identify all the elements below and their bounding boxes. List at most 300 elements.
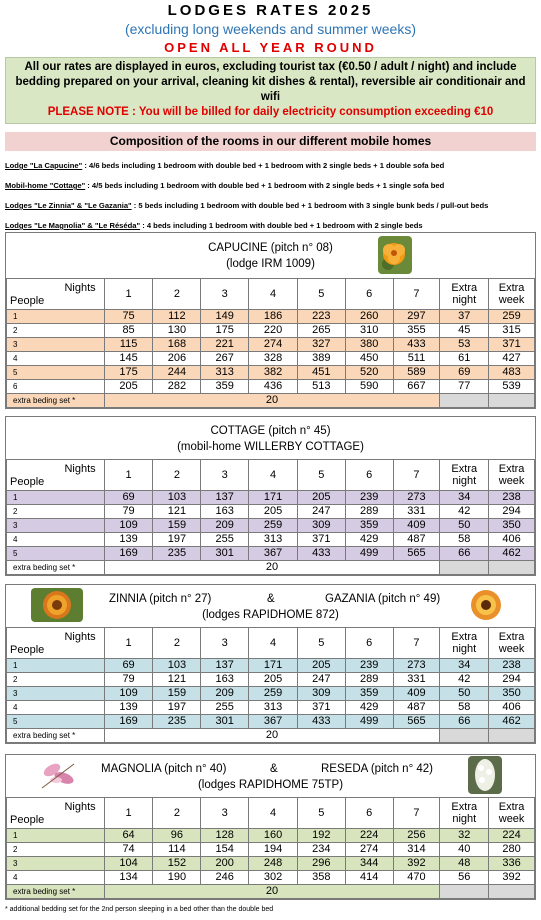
rate-cell: 487 [393,533,440,547]
people-count-cell: 4 [7,352,105,366]
rate-cell: 436 [249,380,298,394]
rate-cell: 56 [440,871,489,885]
rate-cell: 238 [489,491,535,505]
rate-cell: 350 [489,687,535,701]
rate-cell: 280 [489,843,535,857]
rate-cell: 206 [153,352,201,366]
nights-column-header: 6 [345,628,393,659]
nights-column-header: 1 [104,628,153,659]
nights-column-header: 4 [249,460,298,491]
rate-cell: 168 [153,338,201,352]
empty-grey-cell [489,394,535,408]
rate-cell: 314 [393,843,440,857]
rate-cell: 331 [393,505,440,519]
table-row [7,547,535,561]
footnote: * additional bedding set for the 2nd person sleeping in a bed other than the double bed [5,906,274,913]
nights-column-header: 4 [249,628,298,659]
composition-item-name: Lodge "La Capucine" [5,161,83,170]
nights-column-header: 3 [201,628,249,659]
block-title-amp: & [270,763,278,775]
extra-bedding-row [7,394,535,408]
people-count-cell: 2 [7,673,105,687]
block-title-right: GAZANIA (pitch n° 49) [325,593,441,605]
rate-cell: 483 [489,366,535,380]
rate-cell: 315 [489,324,535,338]
composition-item-desc: : 4/6 beds including 1 bedroom with double bed + 1 bedroom with 2 single beds + 1 double sofa bed [82,161,445,170]
rate-cell: 246 [201,871,249,885]
rate-cell: 267 [201,352,249,366]
extra-night-header: Extra night [440,460,489,491]
cottage-rates-block [5,416,536,576]
nights-column-header: 7 [393,628,440,659]
nights-column-header: 5 [297,279,345,310]
people-count-cell: 3 [7,519,105,533]
composition-item [5,176,536,196]
composition-item-desc: : 4 beds including 1 bedroom with double bed + 1 bedroom with 2 single beds [140,221,423,230]
block-title: COTTAGE (pitch n° 45) [210,425,331,437]
table-row [7,352,535,366]
page-subtitle: (excluding long weekends and summer weeks) [124,21,417,37]
people-count-cell: 3 [7,338,105,352]
rate-cell: 163 [201,673,249,687]
rate-cell: 149 [201,310,249,324]
reseda-flower-icon [468,756,502,794]
people-count-cell: 1 [7,310,105,324]
rate-cell: 32 [440,829,489,843]
rate-cell: 328 [249,352,298,366]
nights-column-header: 3 [201,279,249,310]
empty-grey-cell [440,394,489,408]
nights-people-header [7,279,105,310]
extra-bedding-label: extra beding set * [7,729,105,743]
rate-cell: 223 [297,310,345,324]
rate-cell: 296 [297,857,345,871]
rate-cell: 154 [201,843,249,857]
rate-cell: 50 [440,687,489,701]
table-header-row [7,798,535,829]
people-count-cell: 4 [7,533,105,547]
rate-cell: 77 [440,380,489,394]
rate-cell: 371 [489,338,535,352]
rate-cell: 539 [489,380,535,394]
nights-column-header: 2 [153,628,201,659]
people-count-cell: 4 [7,701,105,715]
rate-cell: 169 [104,715,153,729]
rate-cell: 235 [153,547,201,561]
rate-cell: 359 [345,687,393,701]
magnolia-reseda-rates-block [5,754,536,900]
table-row [7,533,535,547]
capucine-rates-block [5,232,536,409]
rate-cell: 265 [297,324,345,338]
rate-cell: 205 [297,659,345,673]
rate-cell: 289 [345,505,393,519]
table-row [7,310,535,324]
table-row [7,505,535,519]
rate-cell: 336 [489,857,535,871]
table-row [7,687,535,701]
table-header-row [7,460,535,491]
rate-cell: 190 [153,871,201,885]
rate-cell: 34 [440,491,489,505]
rate-cell: 58 [440,533,489,547]
empty-grey-cell [440,885,489,899]
nights-column-header: 5 [297,460,345,491]
rate-cell: 244 [153,366,201,380]
rate-cell: 42 [440,673,489,687]
people-count-cell: 2 [7,324,105,338]
rate-cell: 409 [393,687,440,701]
rate-cell: 520 [345,366,393,380]
extra-bedding-row [7,561,535,575]
rate-cell: 565 [393,547,440,561]
rate-cell: 359 [345,519,393,533]
nights-column-header: 1 [104,279,153,310]
rate-cell: 350 [489,519,535,533]
rate-cell: 260 [345,310,393,324]
rate-cell: 66 [440,715,489,729]
composition-item [5,156,536,176]
composition-item-desc: : 4/5 beds including 1 bedroom with double bed + 1 bedroom with 2 single beds + 1 single sofa bed [85,181,445,190]
rate-cell: 114 [153,843,201,857]
table-row [7,338,535,352]
composition-item-name: Lodges "Le Magnolia" & "Le Réséda" [5,221,141,230]
block-subtitle: (mobil-home WILLERBY COTTAGE) [177,441,364,453]
people-count-cell: 5 [7,547,105,561]
rate-cell: 367 [249,547,298,561]
zinnia-gazania-rates-block [5,584,536,744]
block-title-left: MAGNOLIA (pitch n° 40) [101,763,227,775]
rate-cell: 37 [440,310,489,324]
rate-cell: 450 [345,352,393,366]
empty-grey-cell [440,729,489,743]
nights-label: Nights [64,282,96,294]
rate-cell: 121 [153,505,201,519]
rate-cell: 61 [440,352,489,366]
rate-cell: 371 [297,701,345,715]
extra-night-header: Extra night [440,628,489,659]
rate-cell: 58 [440,701,489,715]
rate-cell: 175 [104,366,153,380]
rates-table [6,797,535,899]
rate-cell: 513 [297,380,345,394]
rate-cell: 359 [201,380,249,394]
rate-cell: 389 [297,352,345,366]
people-count-cell: 2 [7,505,105,519]
rate-cell: 301 [201,547,249,561]
extra-bedding-label: extra beding set * [7,885,105,899]
rate-cell: 192 [297,829,345,843]
block-title: CAPUCINE (pitch n° 08) [208,242,333,254]
rate-cell: 197 [153,533,201,547]
rate-cell: 209 [201,519,249,533]
info-box [5,57,536,124]
nights-column-header: 7 [393,279,440,310]
table-row [7,843,535,857]
rate-cell: 313 [249,701,298,715]
extra-week-header: Extra week [489,628,535,659]
rate-cell: 103 [153,491,201,505]
extra-week-header: Extra week [489,798,535,829]
rate-cell: 358 [297,871,345,885]
nights-label: Nights [64,801,96,813]
rate-cell: 137 [201,659,249,673]
extra-night-header: Extra night [440,279,489,310]
table-header-row [7,628,535,659]
rate-cell: 392 [489,871,535,885]
rate-cell: 109 [104,687,153,701]
rate-cell: 302 [249,871,298,885]
rate-cell: 238 [489,659,535,673]
people-count-cell: 6 [7,380,105,394]
rate-cell: 209 [201,687,249,701]
rate-cell: 69 [104,491,153,505]
people-label: People [10,476,45,488]
rates-table [6,278,535,408]
nights-label: Nights [64,631,96,643]
nights-column-header: 1 [104,460,153,491]
rate-cell: 259 [489,310,535,324]
magnolia-flower-icon [36,758,80,792]
rate-cell: 301 [201,715,249,729]
composition-item [5,196,536,216]
nights-people-header [7,798,105,829]
rate-cell: 194 [249,843,298,857]
rate-cell: 294 [489,505,535,519]
rate-cell: 79 [104,505,153,519]
table-row [7,380,535,394]
rate-cell: 273 [393,491,440,505]
rate-cell: 255 [201,701,249,715]
rate-cell: 235 [153,715,201,729]
rate-cell: 313 [249,533,298,547]
nights-column-header: 1 [104,798,153,829]
people-count-cell: 2 [7,843,105,857]
rate-cell: 152 [153,857,201,871]
rate-cell: 96 [153,829,201,843]
nights-column-header: 6 [345,798,393,829]
people-count-cell: 1 [7,491,105,505]
table-row [7,701,535,715]
extra-bedding-row [7,885,535,899]
nights-column-header: 2 [153,460,201,491]
rate-cell: 53 [440,338,489,352]
people-count-cell: 5 [7,366,105,380]
block-subtitle: (lodge IRM 1009) [226,258,315,270]
rate-cell: 392 [393,857,440,871]
rate-cell: 121 [153,673,201,687]
nights-column-header: 6 [345,279,393,310]
composition-item-desc: : 5 beds including 1 bedroom with double bed + 1 bedroom with 3 single bunk beds / pull-out beds [131,201,489,210]
people-count-cell: 1 [7,829,105,843]
empty-grey-cell [440,561,489,575]
extra-bedding-label: extra beding set * [7,561,105,575]
rate-cell: 171 [249,491,298,505]
nights-column-header: 6 [345,460,393,491]
nights-label: Nights [64,463,96,475]
nights-column-header: 7 [393,798,440,829]
rate-cell: 344 [345,857,393,871]
rate-cell: 274 [345,843,393,857]
rate-cell: 433 [297,547,345,561]
table-row [7,366,535,380]
extra-bedding-value: 20 [104,561,440,575]
rate-cell: 64 [104,829,153,843]
rate-cell: 159 [153,687,201,701]
rates-table [6,459,535,575]
rate-cell: 205 [104,380,153,394]
rate-cell: 297 [393,310,440,324]
rate-cell: 79 [104,673,153,687]
composition-heading: Composition of the rooms in our different mobile homes [5,132,536,151]
rate-cell: 34 [440,659,489,673]
rate-cell: 234 [297,843,345,857]
empty-grey-cell [489,885,535,899]
rate-cell: 85 [104,324,153,338]
nights-column-header: 5 [297,628,345,659]
rate-cell: 499 [345,715,393,729]
gazania-flower-icon [466,588,506,622]
rate-cell: 451 [297,366,345,380]
table-row [7,491,535,505]
rate-cell: 205 [297,491,345,505]
rate-cell: 462 [489,547,535,561]
rate-cell: 186 [249,310,298,324]
table-row [7,829,535,843]
rate-cell: 406 [489,701,535,715]
rate-cell: 309 [297,687,345,701]
table-row [7,659,535,673]
rate-cell: 589 [393,366,440,380]
block-title-left: ZINNIA (pitch n° 27) [109,593,212,605]
electricity-note: PLEASE NOTE : You will be billed for daily electricity consumption exceeding €10 [47,106,494,118]
nights-column-header: 5 [297,798,345,829]
rate-cell: 200 [201,857,249,871]
rate-cell: 115 [104,338,153,352]
rate-cell: 175 [201,324,249,338]
composition-list [5,156,536,236]
rate-cell: 40 [440,843,489,857]
rate-cell: 139 [104,701,153,715]
rate-cell: 667 [393,380,440,394]
extra-bedding-value: 20 [104,394,440,408]
block-title-amp: & [267,593,275,605]
empty-grey-cell [489,729,535,743]
rate-cell: 75 [104,310,153,324]
rate-cell: 45 [440,324,489,338]
composition-item-name: Lodges "Le Zinnia" & "Le Gazania" [5,201,132,210]
block-title-right: RESEDA (pitch n° 42) [321,763,433,775]
page-title: LODGES RATES 2025 [167,2,374,19]
rate-cell: 145 [104,352,153,366]
rate-cell: 42 [440,505,489,519]
open-banner: OPEN ALL YEAR ROUND [164,40,377,55]
rate-cell: 159 [153,519,201,533]
orange-nasturtium-icon [378,236,412,274]
rate-cell: 470 [393,871,440,885]
people-count-cell: 1 [7,659,105,673]
rate-cell: 309 [297,519,345,533]
rate-cell: 163 [201,505,249,519]
table-header-row [7,279,535,310]
table-row [7,871,535,885]
zinnia-flower-icon [31,588,83,622]
rate-cell: 103 [153,659,201,673]
people-label: People [10,814,45,826]
rate-cell: 171 [249,659,298,673]
rate-cell: 310 [345,324,393,338]
rate-cell: 255 [201,533,249,547]
nights-column-header: 2 [153,798,201,829]
rate-cell: 406 [489,533,535,547]
rate-cell: 134 [104,871,153,885]
rate-cell: 205 [249,673,298,687]
rate-cell: 197 [153,701,201,715]
extra-week-header: Extra week [489,460,535,491]
block-subtitle: (lodges RAPIDHOME 872) [202,609,339,621]
rate-cell: 224 [489,829,535,843]
rate-cell: 282 [153,380,201,394]
rate-cell: 112 [153,310,201,324]
rate-cell: 355 [393,324,440,338]
rate-cell: 48 [440,857,489,871]
rate-cell: 327 [297,338,345,352]
rate-cell: 247 [297,673,345,687]
extra-bedding-label: extra beding set * [7,394,105,408]
rate-cell: 313 [201,366,249,380]
rate-cell: 429 [345,701,393,715]
people-count-cell: 3 [7,687,105,701]
rate-cell: 331 [393,673,440,687]
rate-cell: 130 [153,324,201,338]
rates-table [6,627,535,743]
rate-cell: 259 [249,519,298,533]
people-count-cell: 5 [7,715,105,729]
rate-cell: 433 [393,338,440,352]
rate-cell: 380 [345,338,393,352]
extra-bedding-row [7,729,535,743]
nights-column-header: 4 [249,798,298,829]
rate-cell: 239 [345,659,393,673]
rate-cell: 224 [345,829,393,843]
rate-cell: 433 [297,715,345,729]
extra-bedding-value: 20 [104,885,440,899]
extra-night-header: Extra night [440,798,489,829]
rate-cell: 414 [345,871,393,885]
rate-cell: 511 [393,352,440,366]
rate-cell: 221 [201,338,249,352]
rate-cell: 169 [104,547,153,561]
people-count-cell: 3 [7,857,105,871]
rate-cell: 104 [104,857,153,871]
table-row [7,324,535,338]
rate-cell: 499 [345,547,393,561]
nights-column-header: 3 [201,798,249,829]
rate-cell: 160 [249,829,298,843]
rate-cell: 139 [104,533,153,547]
nights-column-header: 3 [201,460,249,491]
rate-cell: 487 [393,701,440,715]
rate-cell: 247 [297,505,345,519]
rate-cell: 50 [440,519,489,533]
rate-cell: 220 [249,324,298,338]
rate-cell: 256 [393,829,440,843]
rate-cell: 429 [345,533,393,547]
rate-cell: 273 [393,659,440,673]
nights-column-header: 7 [393,460,440,491]
rate-cell: 294 [489,673,535,687]
people-label: People [10,644,45,656]
